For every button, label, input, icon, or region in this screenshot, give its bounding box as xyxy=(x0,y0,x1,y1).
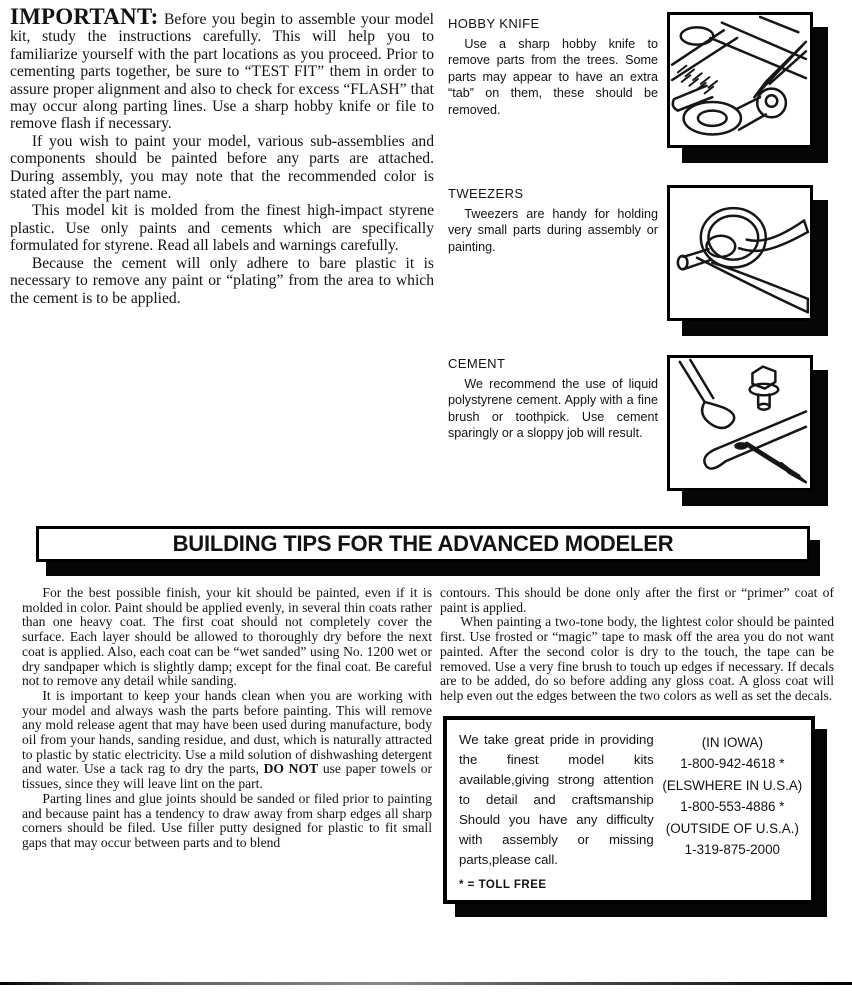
important-paragraph-1 xyxy=(10,4,434,133)
tweezers-text: Tweezers are handy for holding very small parts during assembly or painting. xyxy=(448,207,658,254)
tweezers-section xyxy=(448,186,658,255)
tips-left-p2-text: It is important to keep your hands clean when you are working with your model and always wash the parts before painting. This will remove any mold release agent that may have been used during manufacture, body oil from your hands, sanding residue, and dust, which is naturally attracted to plastic by static electricity. Use a mild solution of dishwashing detergent and water. Use a tack rag to dry the parts, xyxy=(22,687,432,777)
important-body-1: Before you begin to assemble your model kit, study the instructions carefully. This will help you to familiarize yourself with the part locations as you proceed. Prior to cementing parts together, be sure to “TEST FIT” them in order to assure proper alignment and also to check for excess “FLASH” that may occur along parting lines. Use a sharp hobby knife or file to remove flash if necessary. xyxy=(10,11,434,133)
important-paragraph-3: This model kit is molded from the finest high-impact styrene plastic. Use only paints and cements which are specifically formulated for styrene. Read all labels and warnings carefully. xyxy=(10,202,434,255)
bottom-divider xyxy=(0,982,852,985)
cement-section xyxy=(448,356,658,442)
hobby-knife-illustration xyxy=(667,12,813,148)
tips-left-paragraph-3: Parting lines and glue joints should be sanded or filed prior to painting and because paint has a tendency to draw away from sharp edges all sharp corners should be filed. Use filler putty designed for plastic to fit small gaps that may occur between parts and to blend xyxy=(22,790,432,850)
hobby-knife-heading: HOBBY KNIFE xyxy=(448,16,540,31)
customer-service-message: We take great pride in providing the finest model kits available,giving strong attention to detail and craftsmanship Should you have any difficulty with assembly or missing parts,please call. xyxy=(459,731,654,867)
cement-brush-icon xyxy=(670,358,810,488)
phone-region-label: (ELSWHERE IN U.S.A) xyxy=(662,777,803,793)
tips-right-paragraph-1: contours. This should be done only after the first or “primer” coat of paint is applied. xyxy=(440,585,834,615)
tips-left-paragraph-1: For the best possible finish, your kit should be painted, even if it is molded in color. Paint should be applied evenly, in several thin coats rather than one heavy coat. The first coat should not completely cover the surface. Each layer should be allowed to thoroughly dry before the next coat is applied. Also, each coat can be “wet sanded” using No. 1200 wet or dry sandpaper which is slightly damp; except for the final coat. Be careful not to remove any detail while sanding. xyxy=(22,585,432,689)
tweezers-heading: TWEEZERS xyxy=(448,186,524,201)
tips-left-paragraph-2 xyxy=(22,689,432,792)
important-section xyxy=(10,4,434,307)
tips-left-p2-text-after: use paper towels or tissues, since they will leave lint on the part. xyxy=(22,761,433,792)
phone-number: 1-319-875-2000 xyxy=(684,842,780,858)
important-paragraph-2: If you wish to paint your model, various sub-assemblies and components should be painted before any parts are attached. During assembly, you may note that the recommended color is stated after the part name. xyxy=(10,132,434,203)
tweezers-icon xyxy=(670,188,810,318)
phone-number: 1-800-942-4618 * xyxy=(680,756,785,772)
customer-service-box xyxy=(443,716,815,905)
important-lead: IMPORTANT: xyxy=(10,4,159,29)
phone-numbers-block xyxy=(660,730,805,893)
important-paragraph-4: Because the cement will only adhere to bare plastic it is necessary to remove any paint or “plating” from the area to which the cement is to be applied. xyxy=(10,254,434,307)
customer-service-message-block xyxy=(459,730,660,893)
tweezers-illustration xyxy=(667,185,813,321)
hobby-knife-text: Use a sharp hobby knife to remove parts from the trees. Some parts may appear to have an extra “tab” on them, these should be removed. xyxy=(448,37,658,117)
tips-right-column xyxy=(440,586,834,904)
hobby-knife-section xyxy=(448,16,658,118)
section-banner xyxy=(36,526,810,562)
do-not-emphasis: DO NOT xyxy=(263,761,319,777)
hobby-knife-icon xyxy=(670,15,810,145)
phone-number: 1-800-553-4886 * xyxy=(680,799,785,815)
tips-left-column xyxy=(22,586,432,851)
phone-region-label: (IN IOWA) xyxy=(701,734,763,750)
cement-heading: CEMENT xyxy=(448,356,506,371)
banner-title: BUILDING TIPS FOR THE ADVANCED MODELER xyxy=(172,531,674,556)
tips-right-paragraph-2: When painting a two-tone body, the lightest color should be painted first. Use frosted or “magic” tape to mask off the area you do not want painted. After the second color is dry to the touch, the tape can be removed. Use a very fine brush to touch up edges if necessary. If decals are to be added, do so before adding any gloss coat. A gloss coat will help even out the edges between the two colors as well as set the decals. xyxy=(440,614,834,703)
toll-free-footnote: * = TOLL FREE xyxy=(459,878,547,891)
cement-brush-illustration xyxy=(667,355,813,491)
phone-region-label: (OUTSIDE OF U.S.A.) xyxy=(665,820,799,836)
cement-text: We recommend the use of liquid polystyrene cement. Apply with a fine brush or toothpick. Use cement sparingly or a sloppy job will result. xyxy=(448,377,658,441)
